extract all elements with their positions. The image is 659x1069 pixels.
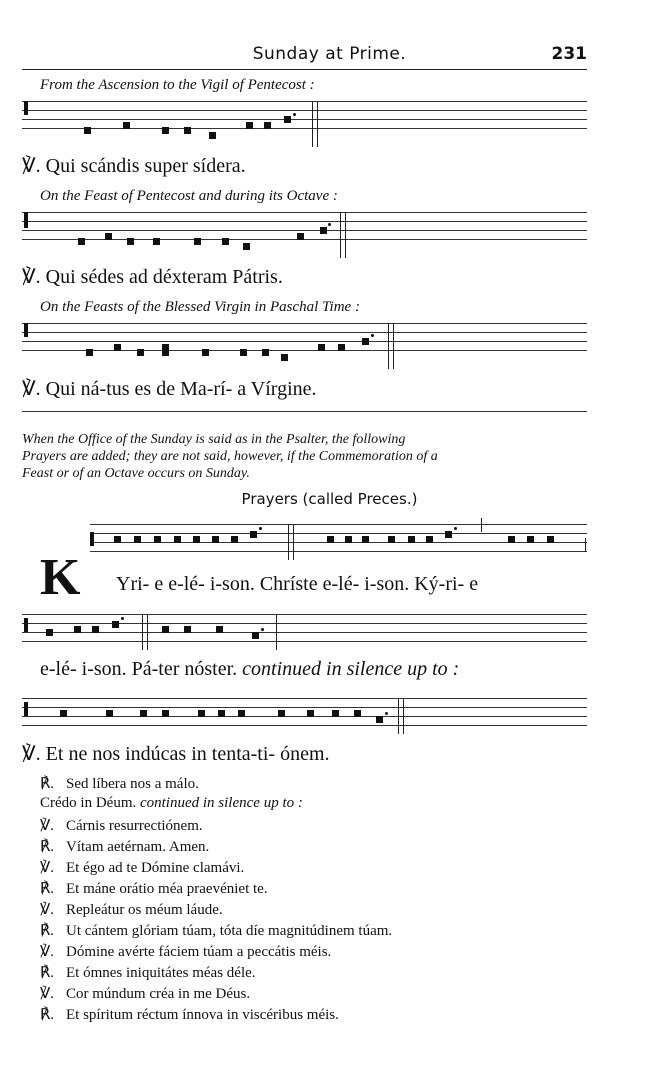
section-divider	[22, 411, 587, 412]
response-10: ℟. Et ómnes iniquitátes méas déle.	[40, 965, 256, 981]
response-4: ℟. Vítam aetérnam. Amen.	[40, 839, 210, 855]
chant-staff-pater	[22, 614, 587, 642]
note-line-3: Feast or of an Octave occurs on Sunday.	[22, 466, 250, 481]
note-line-1: When the Office of the Sunday is said as in the Psalter, the following	[22, 432, 406, 447]
chant-staff-verse	[22, 698, 587, 726]
chant-staff-2	[22, 212, 587, 240]
note-line-2: Prayers are added; they are not said, however, if the Commemoration of a	[22, 449, 438, 464]
verse-ascension: ℣. Qui scándis super sídera.	[22, 155, 246, 177]
verse-blessed-virgin: ℣. Qui ná-tus es de Ma-rí- a Vírgine.	[22, 378, 317, 400]
kyrie-lyrics: Yri- e e-lé- i-son. Chríste e-lé- i-son. Ký-ri- e	[116, 573, 479, 595]
chant-staff-1	[22, 101, 587, 129]
drop-cap-k: K	[40, 549, 81, 606]
header-rule	[22, 69, 587, 70]
verse-temptation: ℣. Et ne nos indúcas in tenta-ti- ónem.	[22, 743, 330, 765]
page-number: 231	[551, 44, 587, 64]
response-6: ℟. Et máne orátio méa praevéniet te.	[40, 881, 268, 897]
response-5: ℣. Et égo ad te Dómine clamávi.	[40, 860, 245, 876]
rubric-pentecost: On the Feast of Pentecost and during its Octave :	[40, 188, 338, 204]
rubric-ascension: From the Ascension to the Vigil of Pentecost :	[40, 77, 315, 93]
response-12: ℟. Et spíritum réctum ínnova in viscéribus méis.	[40, 1007, 339, 1023]
response-3: ℣. Cárnis resurrectiónem.	[40, 818, 203, 834]
response-9: ℣. Dómine avérte fáciem túam a peccátis méis.	[40, 944, 332, 960]
response-2: Crédo in Déum. continued in silence up to :	[40, 795, 303, 811]
chant-staff-3	[22, 323, 587, 351]
pater-lyrics-plain: e-lé- i-son. Pá-ter nóster.	[40, 658, 238, 680]
verse-pentecost: ℣. Qui sédes ad déxteram Pátris.	[22, 266, 283, 288]
chant-staff-kyrie	[90, 524, 587, 552]
page-title: Sunday at Prime.	[252, 44, 407, 64]
response-1: ℟. Sed líbera nos a málo.	[40, 776, 199, 792]
pater-lyrics-italic: continued in silence up to :	[242, 658, 460, 680]
response-11: ℣. Cor múndum créa in me Déus.	[40, 986, 251, 1002]
pater-lyrics	[40, 658, 459, 681]
preces-title: Prayers (called Preces.)	[241, 490, 418, 508]
response-8: ℟. Ut cántem glóriam túam, tóta díe magnitúdinem túam.	[40, 923, 393, 939]
rubric-blessed-virgin: On the Feasts of the Blessed Virgin in Paschal Time :	[40, 299, 360, 315]
response-7: ℣. Repleátur os méum láude.	[40, 902, 223, 918]
